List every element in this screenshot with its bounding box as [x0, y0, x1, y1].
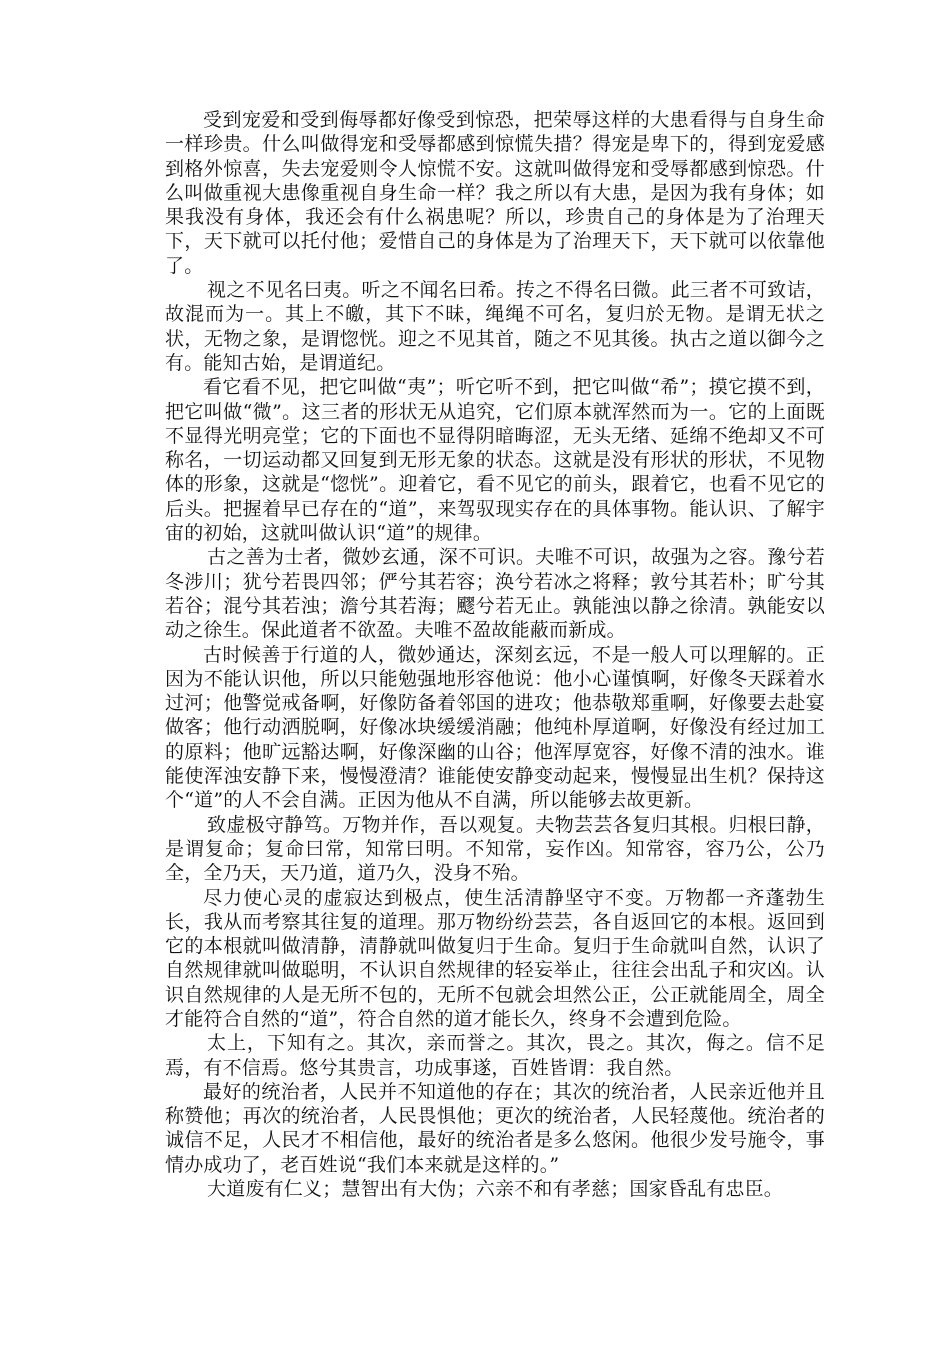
paragraph-8: 太上，下知有之。其次，亲而誉之。其次，畏之。其次，侮之。信不足焉，有不信焉。悠兮其贵言，功成事遂，百姓皆谓：我自然。 [165, 1032, 825, 1079]
paragraph-7: 尽力使心灵的虚寂达到极点，使生活清静坚守不变。万物都一齐蓬勃生长，我从而考察其往复的道理。那万物纷纷芸芸，各自返回它的本根。返回到它的本根就叫做清静，清静就叫做复归于生命。复归于生命就叫自然，认识了自然规律就叫做聪明，不认识自然规律的轻妄举止，往往会出乱子和灾凶。认识自然规律的人是无所不包的，无所不包就会坦然公正，公正就能周全，周全才能符合自然的“道”，符合自然的道才能长久，终身不会遭到危险。 [165, 886, 825, 1030]
paragraph-3: 看它看不见，把它叫做“夷”；听它听不到，把它叫做“希”；摸它摸不到，把它叫做“微”。这三者的形状无从追究，它们原本就浑然而为一。它的上面既不显得光明亮堂；它的下面也不显得阴暗晦涩，无头无绪、延绵不绝却又不可称名，一切运动都又回复到无形无象的状态。这就是没有形状的形状，不见物体的形象，这就是“惚恍”。迎着它，看不见它的前头，跟着它，也看不见它的后头。把握着早已存在的“道”，来驾驭现实存在的具体事物。能认识、了解宇宙的初始，这就叫做认识“道”的规律。 [165, 376, 825, 545]
paragraph-6: 致虚极守静笃。万物并作，吾以观复。夫物芸芸各复归其根。归根曰静，是谓复命；复命曰常，知常曰明。不知常，妄作凶。知常容，容乃公，公乃全，全乃天，天乃道，道乃久，没身不殆。 [165, 813, 825, 885]
paragraph-10: 大道废有仁义；慧智出有大伪；六亲不和有孝慈；国家昏乱有忠臣。 [207, 1178, 784, 1201]
paragraph-9: 最好的统治者，人民并不知道他的存在；其次的统治者，人民亲近他并且称赞他；再次的统治者，人民畏惧他；更次的统治者，人民轻蔑他。统治者的诚信不足，人民才不相信他，最好的统治者是多么悠闲。他很少发号施令，事情办成功了，老百姓说“我们本来就是这样的。” [165, 1080, 825, 1176]
paragraph-5: 古时候善于行道的人，微妙通达，深刻玄远，不是一般人可以理解的。正因为不能认识他，所以只能勉强地形容他说：他小心谨慎啊，好像冬天踩着水过河；他警觉戒备啊，好像防备着邻国的进攻；他恭敬郑重啊，好像要去赴宴做客；他行动洒脱啊，好像冰块缓缓消融；他纯朴厚道啊，好像没有经过加工的原料；他旷远豁达啊，好像深幽的山谷；他浑厚宽容，好像不清的浊水。谁能使浑浊安静下来，慢慢澄清？谁能使安静变动起来，慢慢显出生机？保持这个“道”的人不会自满。正因为他从不自满，所以能够去故更新。 [165, 643, 825, 812]
document-body [165, 108, 825, 1201]
paragraph-1: 受到宠爱和受到侮辱都好像受到惊恐，把荣辱这样的大患看得与自身生命一样珍贵。什么叫做得宠和受辱都感到惊慌失措？得宠是卑下的，得到宠爱感到格外惊喜，失去宠爱则令人惊慌不安。这就叫做得宠和受辱都感到惊恐。什么叫做重视大患像重视自身生命一样？我之所以有大患，是因为我有身体；如果我没有身体，我还会有什么祸患呢？所以，珍贵自己的身体是为了治理天下，天下就可以托付他；爱惜自己的身体是为了治理天下，天下就可以依靠他了。 [165, 109, 825, 277]
paragraph-4: 古之善为士者，微妙玄通，深不可识。夫唯不可识，故强为之容。豫兮若冬涉川；犹兮若畏四邻；俨兮其若容；涣兮若冰之将释；敦兮其若朴；旷兮其若谷；混兮其若浊；澹兮其若海；飂兮若无止。孰能浊以静之徐清。孰能安以动之徐生。保此道者不欲盈。夫唯不盈故能蔽而新成。 [165, 546, 825, 642]
paragraph-2: 视之不见名曰夷。听之不闻名曰希。抟之不得名曰微。此三者不可致诘，故混而为一。其上不皦，其下不昧，绳绳不可名，复归於无物。是谓无状之状，无物之象，是谓惚恍。迎之不见其首，随之不见其後。执古之道以御今之有。能知古始，是谓道纪。 [165, 279, 825, 374]
